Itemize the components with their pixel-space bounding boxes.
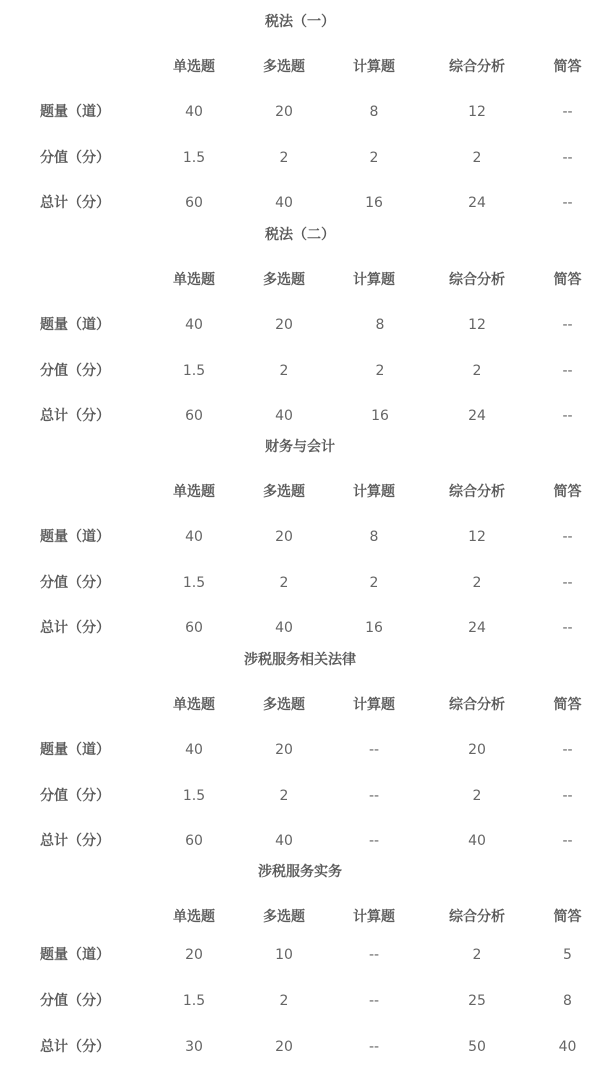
section-title: 财务与会计 bbox=[265, 439, 335, 455]
table-cell: 60 bbox=[185, 408, 203, 424]
table-cell: 1.5 bbox=[182, 575, 206, 591]
table-cell: -- bbox=[562, 195, 573, 211]
table-cell: 16 bbox=[365, 620, 383, 636]
table-cell: 40 bbox=[275, 620, 293, 636]
table-cell: 24 bbox=[468, 408, 486, 424]
table-cell: 2 bbox=[279, 993, 289, 1009]
table-cell: 8 bbox=[563, 993, 572, 1009]
table-cell: 2 bbox=[369, 575, 379, 591]
table-cell: 2 bbox=[279, 363, 289, 379]
table-cell: -- bbox=[562, 150, 573, 166]
row-label: 总计（分） bbox=[40, 195, 110, 211]
table-cell: 40 bbox=[185, 317, 203, 333]
header-row bbox=[0, 477, 600, 507]
col-header-single-choice: 单选题 bbox=[173, 59, 215, 75]
table-cell: 40 bbox=[185, 742, 203, 758]
col-header-short-answer: 简答 bbox=[553, 484, 582, 500]
table-cell: 24 bbox=[468, 620, 486, 636]
col-header-multi-choice: 多选题 bbox=[263, 272, 305, 288]
table-cell: 5 bbox=[563, 947, 572, 963]
row-label: 总计（分） bbox=[40, 620, 110, 636]
col-header-multi-choice: 多选题 bbox=[263, 484, 305, 500]
table-cell: 60 bbox=[185, 833, 203, 849]
section-title: 税法（二） bbox=[265, 227, 335, 243]
row-label: 总计（分） bbox=[40, 408, 110, 424]
header-row bbox=[0, 690, 600, 720]
section-title: 税法（一） bbox=[265, 14, 335, 30]
table-row-count bbox=[0, 940, 600, 970]
table-cell: -- bbox=[562, 529, 573, 545]
table-cell: -- bbox=[562, 833, 573, 849]
header-row bbox=[0, 902, 600, 932]
table-cell: 2 bbox=[369, 150, 379, 166]
table-cell: 40 bbox=[275, 833, 293, 849]
table-cell: 12 bbox=[468, 529, 486, 545]
row-label: 分值（分） bbox=[40, 993, 110, 1009]
table-cell: 12 bbox=[468, 317, 486, 333]
table-cell: 60 bbox=[185, 195, 203, 211]
table-cell: -- bbox=[562, 104, 573, 120]
col-header-comprehensive: 综合分析 bbox=[449, 697, 505, 713]
table-cell: 30 bbox=[185, 1039, 203, 1055]
table-row-score bbox=[0, 986, 600, 1016]
col-header-short-answer: 简答 bbox=[553, 909, 582, 925]
table-cell: 40 bbox=[275, 195, 293, 211]
table-cell: 8 bbox=[375, 317, 385, 333]
table-row-count bbox=[0, 310, 600, 340]
col-header-multi-choice: 多选题 bbox=[263, 59, 305, 75]
row-label: 题量（道） bbox=[40, 947, 110, 963]
col-header-single-choice: 单选题 bbox=[173, 697, 215, 713]
table-cell: 25 bbox=[468, 993, 486, 1009]
table-cell: -- bbox=[562, 788, 573, 804]
table-cell: 20 bbox=[468, 742, 486, 758]
table-cell: 20 bbox=[275, 529, 293, 545]
col-header-calculation: 计算题 bbox=[353, 59, 395, 75]
table-cell: 10 bbox=[275, 947, 293, 963]
table-cell: 20 bbox=[185, 947, 203, 963]
col-header-calculation: 计算题 bbox=[353, 909, 395, 925]
table-cell: 2 bbox=[472, 947, 482, 963]
table-cell: 2 bbox=[375, 363, 385, 379]
table-cell: 2 bbox=[279, 788, 289, 804]
col-header-multi-choice: 多选题 bbox=[263, 909, 305, 925]
table-cell: 40 bbox=[558, 1039, 577, 1055]
table-cell: 8 bbox=[369, 529, 379, 545]
header-row bbox=[0, 265, 600, 295]
table-row-total bbox=[0, 188, 600, 218]
table-cell: 20 bbox=[275, 104, 293, 120]
row-label: 总计（分） bbox=[40, 1039, 110, 1055]
table-cell: -- bbox=[562, 363, 573, 379]
col-header-single-choice: 单选题 bbox=[173, 272, 215, 288]
table-cell: 40 bbox=[185, 529, 203, 545]
col-header-calculation: 计算题 bbox=[353, 697, 395, 713]
row-label: 总计（分） bbox=[40, 833, 110, 849]
table-cell: 60 bbox=[185, 620, 203, 636]
section-title: 涉税服务实务 bbox=[258, 864, 342, 880]
row-label: 分值（分） bbox=[40, 150, 110, 166]
table-cell: 8 bbox=[369, 104, 379, 120]
table-cell: 1.5 bbox=[182, 150, 206, 166]
table-cell: 1.5 bbox=[182, 993, 206, 1009]
table-cell: 2 bbox=[472, 788, 482, 804]
table-cell: 2 bbox=[472, 150, 482, 166]
col-header-short-answer: 简答 bbox=[553, 272, 582, 288]
row-label: 题量（道） bbox=[40, 529, 110, 545]
col-header-comprehensive: 综合分析 bbox=[449, 272, 505, 288]
row-label: 分值（分） bbox=[40, 788, 110, 804]
table-row-count bbox=[0, 97, 600, 127]
table-row-total bbox=[0, 1032, 600, 1062]
table-cell: 20 bbox=[275, 742, 293, 758]
table-cell: -- bbox=[368, 742, 380, 758]
col-header-comprehensive: 综合分析 bbox=[449, 909, 505, 925]
col-header-single-choice: 单选题 bbox=[173, 484, 215, 500]
section-title: 涉税服务相关法律 bbox=[244, 652, 356, 668]
table-cell: 2 bbox=[472, 363, 482, 379]
table-cell: 2 bbox=[279, 150, 289, 166]
table-row-count bbox=[0, 735, 600, 765]
table-cell: 40 bbox=[185, 104, 203, 120]
table-cell: -- bbox=[368, 833, 380, 849]
table-cell: 16 bbox=[371, 408, 389, 424]
table-cell: -- bbox=[562, 620, 573, 636]
table-row-total bbox=[0, 826, 600, 856]
table-cell: 24 bbox=[468, 195, 486, 211]
table-cell: -- bbox=[562, 575, 573, 591]
col-header-single-choice: 单选题 bbox=[173, 909, 215, 925]
table-cell: -- bbox=[562, 317, 573, 333]
table-row-count bbox=[0, 522, 600, 552]
col-header-multi-choice: 多选题 bbox=[263, 697, 305, 713]
table-cell: 16 bbox=[365, 195, 383, 211]
table-cell: 40 bbox=[275, 408, 293, 424]
table-row-score bbox=[0, 143, 600, 173]
table-cell: 50 bbox=[468, 1039, 486, 1055]
table-cell: 1.5 bbox=[182, 788, 206, 804]
col-header-comprehensive: 综合分析 bbox=[449, 484, 505, 500]
header-row bbox=[0, 52, 600, 82]
table-row-total bbox=[0, 613, 600, 643]
table-cell: 12 bbox=[468, 104, 486, 120]
row-label: 分值（分） bbox=[40, 575, 110, 591]
col-header-calculation: 计算题 bbox=[353, 272, 395, 288]
table-cell: -- bbox=[368, 788, 380, 804]
table-cell: -- bbox=[562, 742, 573, 758]
table-cell: -- bbox=[368, 993, 380, 1009]
table-row-total bbox=[0, 401, 600, 431]
table-cell: 1.5 bbox=[182, 363, 206, 379]
row-label: 分值（分） bbox=[40, 363, 110, 379]
table-cell: -- bbox=[562, 408, 573, 424]
table-row-score bbox=[0, 568, 600, 598]
col-header-short-answer: 简答 bbox=[553, 59, 582, 75]
table-cell: 2 bbox=[279, 575, 289, 591]
table-cell: 40 bbox=[468, 833, 486, 849]
table-cell: -- bbox=[368, 1039, 380, 1055]
row-label: 题量（道） bbox=[40, 742, 110, 758]
row-label: 题量（道） bbox=[40, 104, 110, 120]
col-header-comprehensive: 综合分析 bbox=[449, 59, 505, 75]
table-row-score bbox=[0, 356, 600, 386]
table-row-score bbox=[0, 781, 600, 811]
table-cell: 20 bbox=[275, 1039, 293, 1055]
col-header-calculation: 计算题 bbox=[353, 484, 395, 500]
table-cell: 2 bbox=[472, 575, 482, 591]
col-header-short-answer: 简答 bbox=[553, 697, 582, 713]
table-cell: -- bbox=[368, 947, 380, 963]
table-cell: 20 bbox=[275, 317, 293, 333]
row-label: 题量（道） bbox=[40, 317, 110, 333]
